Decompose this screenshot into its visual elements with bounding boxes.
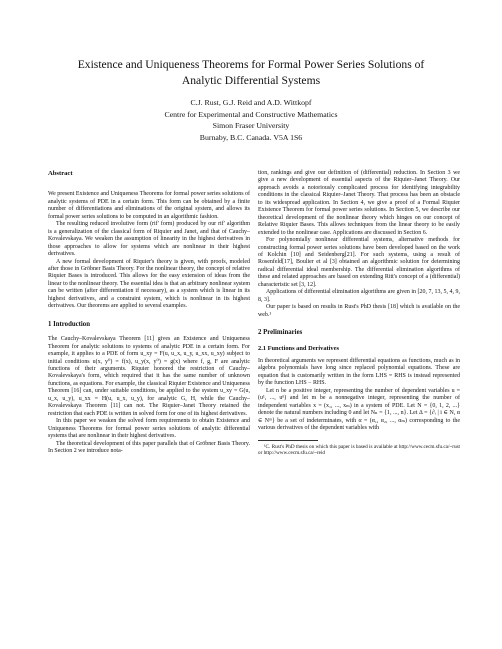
affiliation-line-2: Simon Fraser University [212,121,290,131]
left-column [48,170,250,455]
subsection-2-1-heading: 2.1 Functions and Derivatives [258,344,339,352]
title-line-1: Existence and Uniqueness Theorems for Formal Power Series Solutions of [77,58,425,71]
author-block [0,97,502,143]
body-paragraph: In theoretical arguments we represent differential equations as functions, much as in algebra polynomials have long since replaced polynomial equations. These are equation that is customarily written in the form LHS = RHS is instead represented by the function LHS − RHS. [258,357,460,387]
body-paragraph: The Cauchy–Kovalevskaya Theorem [11] gives an Existence and Uniqueness Theorem for analytic solutions to systems of analytic PDE in a certain form. For example, it applies to a PDE of form u_xy = F(u, u_x, u_y, u_xx, u_xy) subject to initial conditions u(x, y⁰) = f(x), u_y(x, y⁰) = g(x) where f, g, F are analytic functions of their arguments. Riquier honored the restriction of Cauchy–Kovalevskaya's form, which required that it has the same number of unknown functions, as equations. For example, the classical Riquier Existence and Uniqueness Theorem [16] can, under suitable conditions, be applied to the system u_xy = G(u, u_x, u_y), u_xx = H(u, u_x, u_y), for analytic G, H, while the Cauchy–Kovalevskaya Theorem [11] can not. The Riquier–Janet Theory retained the restriction that each PDE is written in solved form for one of its highest derivatives. [48,336,250,417]
right-column [258,170,460,456]
abstract-paragraph: We present Existence and Uniqueness Theorems for formal power series solutions of analytic systems of PDE in a certain form. This form can be obtained by a finite number of differentiations and eliminations of the original system, and allows its formal power series solutions to be computed in an algorithmic fashion. [48,191,250,220]
body-paragraph: The theoretical development of this paper parallels that of Gröbner Basis Theory. In Section 2 we introduce nota- [48,440,250,454]
body-paragraph: For polynomially nonlinear differential systems, alternative methods for constructing formal power series solutions have been developed based on the work of Kolchin [10] and Seidenberg[21]. For such systems, using a result of Rosenfeld[17], Boulier et al [3] obtained an algorithmic solution for determining radical differential ideal membership. The differential elimination algorithms of these and related approaches are based on extending Ritt's concept of a (differential) characteristic set [3, 12]. [258,237,460,288]
abstract-paragraph: The resulting reduced involutive form (rif′ form) produced by our rif′ algorithm is a generalization of the classical form of Riquier and Janet, and that of Cauchy–Kovalevskaya. We weaken the assumption of linearity in the highest derivatives in those approaches to allow for systems which are nonlinear in their highest derivatives. [48,221,250,258]
abstract-paragraph: A new formal development of Riquier's theory is given, with proofs, modeled after those in Gröbner Basis Theory. For the nonlinear theory, the concept of relative Riquier Bases is introduced. This allows for the easy extension of ideas from the linear to the nonlinear theory. The essential idea is that an arbitrary nonlinear system can be written (after differentiation if necessary), as a system which is linear in its highest derivatives, and a constraint system, which is nonlinear in its highest derivatives. Our theorems are applied to several examples. [48,258,250,310]
body-paragraph: Applications of differential elimination algorithms are given in [20, 7, 13, 5, 4, 9, 8, 3]. [258,289,460,303]
body-paragraph: Our paper is based on results in Rust's PhD thesis [18] which is available on the web.¹ [258,304,460,318]
address-line: Burnaby, B.C. Canada. V5A 1S6 [199,132,303,142]
section-2-heading: 2 Preliminaries [258,329,303,337]
section-1-heading: 1 Introduction [48,320,90,328]
body-paragraph: tion, rankings and give our definition of (differential) reduction. In Section 3 we give a new development of essential aspects of the Riquier–Janet Theory. Our approach avoids a notoriously complicated process for identifying integrability conditions in the classical Riquier–Janet Theory. That process has been an obstacle to its widespread application. In Section 4, we give a proof of a Formal Riquier Existence Theorem for formal power series solutions. In Section 5, we describe our theoretical development of the nonlinear theory which hinges on our concept of Relative Riquier Bases. This allows techniques from the linear theory to be easily extended to the nonlinear case. Applications are discussed in Section 6. [258,170,460,236]
footnote-divider [258,440,318,441]
title-line-2: Analytic Differential Systems [181,74,321,87]
affiliation-line-1: Centre for Experimental and Constructive Mathematics [164,109,338,119]
body-paragraph: In this paper we weaken the solved form requirements to obtain Existence and Uniqueness Theorems for formal power series solutions of analytic differential systems that are nonlinear in their highest derivatives. [48,418,250,440]
paper-title [0,57,502,89]
footnote: ¹C. Rust's PhD thesis on which this paper is based is available at http://www.cecm.sfu.ca/~rust or http://www.cecm.sfu.ca/~reid [258,443,460,456]
abstract-heading: Abstract [48,170,73,177]
author-names: C.J. Rust, G.J. Reid and A.D. Wittkopf [190,98,312,107]
body-paragraph: Let n be a positive integer, representing the number of dependent variables u = (u¹, ..., uⁿ) and let m be a nonnegative integer, representing the number of independent variables x = (x₁, ..., xₘ) in a system of PDE. Let N = {0, 1, 2, ...} denote the natural numbers including 0 and let Nₙ = {1, ..., n}. Let Δ = {∂ᵢ | i ∈ N, α ∈ Nᵐ} be a set of indeterminates, with α = (α₁, α₂, ..., αₘ) corresponding to the various derivatives of the dependent variables with [258,387,460,432]
